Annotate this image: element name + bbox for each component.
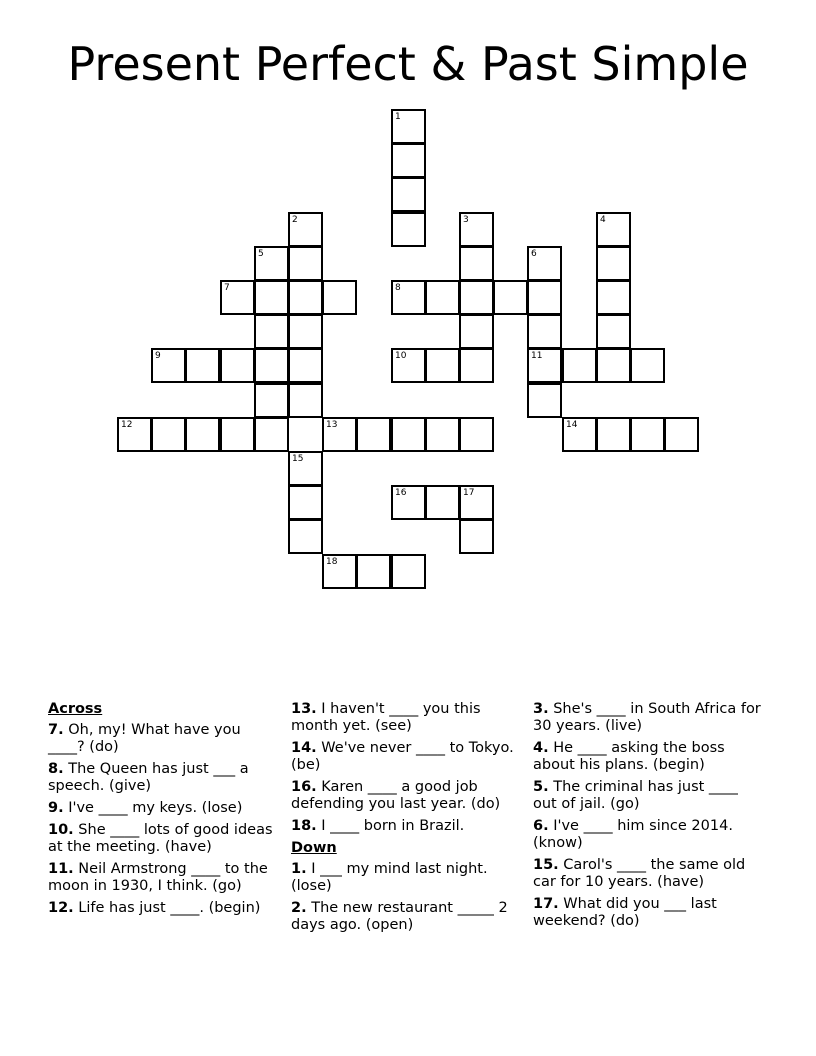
grid-cell-7[interactable] xyxy=(220,280,255,315)
grid-cell[interactable] xyxy=(391,212,426,247)
clue-number: 9 xyxy=(155,351,161,361)
clue-item xyxy=(48,822,280,856)
grid-cell[interactable] xyxy=(596,246,631,281)
clue-number-label: 12. xyxy=(48,900,74,916)
clue-item xyxy=(533,779,765,813)
clue-number: 7 xyxy=(224,283,230,293)
grid-cell-2[interactable] xyxy=(288,212,323,247)
clue-number-label: 4. xyxy=(533,740,549,756)
grid-cell[interactable] xyxy=(596,280,631,315)
puzzle-title: Present Perfect & Past Simple xyxy=(67,37,749,91)
clue-number-label: 3. xyxy=(533,701,549,717)
clue-column-3 xyxy=(533,701,765,935)
clue-text: Karen ____ a good job defending you last year. (do) xyxy=(291,779,501,812)
clue-number: 14 xyxy=(566,420,578,430)
grid-cell[interactable] xyxy=(356,554,391,589)
grid-cell[interactable] xyxy=(391,177,426,212)
grid-cell[interactable] xyxy=(630,348,665,383)
clue-text: I haven't ____ you this month yet. (see) xyxy=(291,701,481,734)
down-heading: Down xyxy=(291,840,337,856)
clue-column-2 xyxy=(291,701,523,939)
across-heading: Across xyxy=(48,701,103,717)
clue-number: 4 xyxy=(600,215,606,225)
grid-cell[interactable] xyxy=(254,348,289,383)
grid-cell[interactable] xyxy=(322,280,357,315)
clue-item xyxy=(48,800,280,817)
clue-number-label: 7. xyxy=(48,722,64,738)
clue-item xyxy=(291,818,523,835)
grid-cell[interactable] xyxy=(527,314,562,349)
grid-cell[interactable] xyxy=(288,280,323,315)
grid-cell-12[interactable] xyxy=(117,417,152,452)
clue-text: We've never ____ to Tokyo. (be) xyxy=(291,740,514,773)
grid-cell[interactable] xyxy=(254,417,289,452)
grid-cell-4[interactable] xyxy=(596,212,631,247)
clue-text: Neil Armstrong ____ to the moon in 1930, I think. (go) xyxy=(48,861,268,894)
clue-number: 15 xyxy=(292,454,304,464)
grid-cell[interactable] xyxy=(596,314,631,349)
grid-cell[interactable] xyxy=(459,417,494,452)
clue-number-label: 10. xyxy=(48,822,74,838)
grid-cell[interactable] xyxy=(596,348,631,383)
clue-text: The new restaurant _____ 2 days ago. (open) xyxy=(291,900,508,933)
grid-cell[interactable] xyxy=(220,348,255,383)
grid-cell-1[interactable] xyxy=(391,109,426,144)
grid-cell[interactable] xyxy=(459,348,494,383)
clue-item xyxy=(533,818,765,852)
grid-cell[interactable] xyxy=(425,348,460,383)
grid-cell[interactable] xyxy=(459,314,494,349)
grid-cell[interactable] xyxy=(254,383,289,418)
grid-cell[interactable] xyxy=(254,280,289,315)
grid-cell-13[interactable] xyxy=(322,417,357,452)
clue-number-label: 2. xyxy=(291,900,307,916)
grid-cell[interactable] xyxy=(391,554,426,589)
clue-number: 6 xyxy=(531,249,537,259)
clue-number-label: 14. xyxy=(291,740,317,756)
grid-cell[interactable] xyxy=(664,417,699,452)
grid-cell[interactable] xyxy=(288,383,323,418)
grid-cell[interactable] xyxy=(391,417,426,452)
grid-cell-5[interactable] xyxy=(254,246,289,281)
grid-cell[interactable] xyxy=(391,143,426,178)
clue-item xyxy=(533,740,765,774)
grid-cell[interactable] xyxy=(288,485,323,520)
grid-cell[interactable] xyxy=(185,348,220,383)
grid-cell[interactable] xyxy=(356,417,391,452)
grid-cell-14[interactable] xyxy=(562,417,597,452)
clue-item xyxy=(291,861,523,895)
grid-cell-3[interactable] xyxy=(459,212,494,247)
clue-number-label: 11. xyxy=(48,861,74,877)
clue-text: He ____ asking the boss about his plans. (begin) xyxy=(533,740,725,773)
grid-cell[interactable] xyxy=(459,519,494,554)
grid-cell[interactable] xyxy=(151,417,186,452)
clue-item xyxy=(533,701,765,735)
grid-cell[interactable] xyxy=(493,280,528,315)
clue-item xyxy=(48,761,280,795)
grid-cell-9[interactable] xyxy=(151,348,186,383)
clue-number-label: 18. xyxy=(291,818,317,834)
clue-text: Carol's ____ the same old car for 10 years. (have) xyxy=(533,857,746,890)
clue-text: I ____ born in Brazil. xyxy=(316,818,465,834)
clue-number: 18 xyxy=(326,557,338,567)
clue-number: 5 xyxy=(258,249,264,259)
clue-column-1 xyxy=(48,701,280,922)
clue-text: Life has just ____. (begin) xyxy=(73,900,261,916)
grid-cell[interactable] xyxy=(288,348,323,383)
grid-cell[interactable] xyxy=(425,417,460,452)
grid-cell[interactable] xyxy=(459,246,494,281)
clue-number-label: 9. xyxy=(48,800,64,816)
grid-cell[interactable] xyxy=(288,519,323,554)
clue-item xyxy=(533,896,765,930)
clue-number: 1 xyxy=(395,112,401,122)
clue-text: The criminal has just ____ out of jail. (go) xyxy=(533,779,738,812)
clue-number: 10 xyxy=(395,351,407,361)
clue-text: I've ____ my keys. (lose) xyxy=(63,800,243,816)
clue-number-label: 17. xyxy=(533,896,559,912)
grid-cell[interactable] xyxy=(185,417,220,452)
clue-item xyxy=(291,779,523,813)
clue-number: 8 xyxy=(395,283,401,293)
grid-cell[interactable] xyxy=(220,417,255,452)
grid-cell[interactable] xyxy=(630,417,665,452)
clue-text: What did you ___ last weekend? (do) xyxy=(533,896,717,929)
grid-cell-17[interactable] xyxy=(459,485,494,520)
grid-cell[interactable] xyxy=(254,314,289,349)
grid-cell[interactable] xyxy=(288,314,323,349)
grid-cell[interactable] xyxy=(562,348,597,383)
clue-text: Oh, my! What have you ____? (do) xyxy=(48,722,241,755)
clue-item xyxy=(48,900,280,917)
clue-item xyxy=(291,900,523,934)
grid-cell[interactable] xyxy=(288,246,323,281)
clue-number-label: 5. xyxy=(533,779,549,795)
clue-item xyxy=(291,740,523,774)
clue-number: 13 xyxy=(326,420,338,430)
clue-number: 12 xyxy=(121,420,133,430)
grid-cell-11[interactable] xyxy=(527,348,562,383)
clue-number-label: 8. xyxy=(48,761,64,777)
grid-cell-18[interactable] xyxy=(322,554,357,589)
clue-number: 11 xyxy=(531,351,543,361)
grid-cell-16[interactable] xyxy=(391,485,426,520)
grid-cell-6[interactable] xyxy=(527,246,562,281)
clue-item xyxy=(48,861,280,895)
clue-number-label: 16. xyxy=(291,779,317,795)
grid-cell-15[interactable] xyxy=(288,451,323,486)
clue-number: 2 xyxy=(292,215,298,225)
grid-cell[interactable] xyxy=(596,417,631,452)
clue-text: She's ____ in South Africa for 30 years. (live) xyxy=(533,701,761,734)
clue-item xyxy=(291,701,523,735)
grid-cell[interactable] xyxy=(527,383,562,418)
grid-cell-10[interactable] xyxy=(391,348,426,383)
clue-number: 17 xyxy=(463,488,475,498)
clue-text: The Queen has just ___ a speech. (give) xyxy=(48,761,249,794)
grid-cell[interactable] xyxy=(425,280,460,315)
clue-text: She ____ lots of good ideas at the meeting. (have) xyxy=(48,822,273,855)
clue-number: 16 xyxy=(395,488,407,498)
clue-item xyxy=(48,722,280,756)
clue-number-label: 1. xyxy=(291,861,307,877)
grid-cell[interactable] xyxy=(459,280,494,315)
clue-text: I've ____ him since 2014. (know) xyxy=(533,818,733,851)
grid-cell[interactable] xyxy=(425,485,460,520)
clue-text: I ___ my mind last night. (lose) xyxy=(291,861,488,894)
clue-number: 3 xyxy=(463,215,469,225)
clue-item xyxy=(533,857,765,891)
clue-number-label: 13. xyxy=(291,701,317,717)
clue-number-label: 6. xyxy=(533,818,549,834)
clue-number-label: 15. xyxy=(533,857,559,873)
grid-cell-8[interactable] xyxy=(391,280,426,315)
grid-cell[interactable] xyxy=(527,280,562,315)
